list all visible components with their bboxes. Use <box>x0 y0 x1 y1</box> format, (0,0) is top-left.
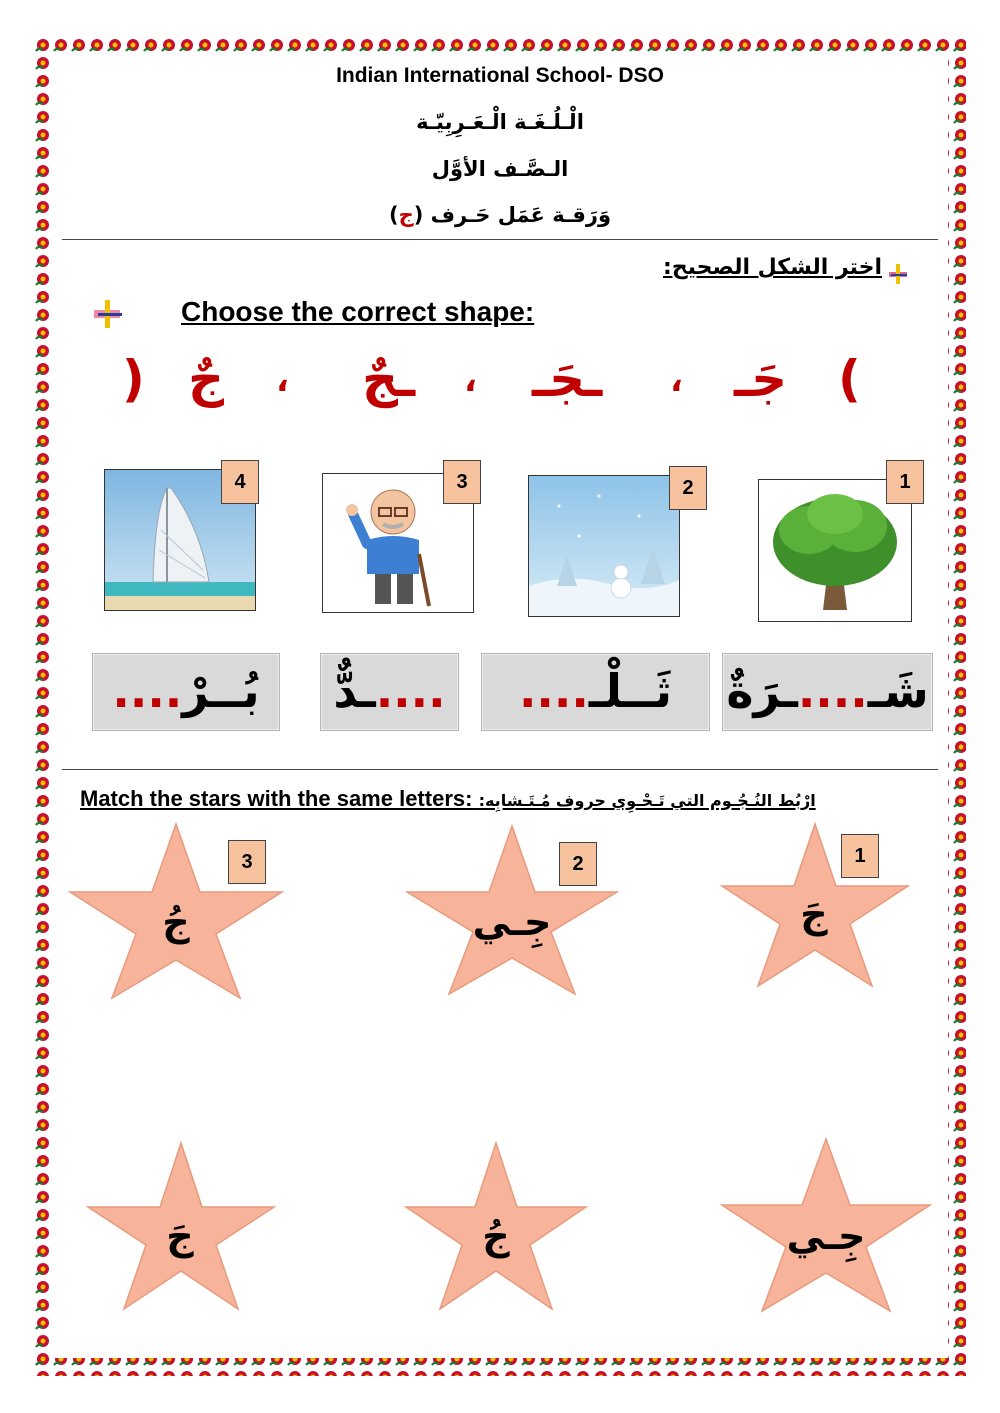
subject-title: الْـلُـغَـة الْـعَـرِبِيّـة <box>416 110 584 134</box>
worksheet-title <box>60 203 940 227</box>
star-number-badge: 3 <box>228 840 266 884</box>
blank-dots[interactable]: .... <box>518 664 589 718</box>
star-letter: جُ <box>162 900 190 944</box>
word-part: ـدٌّ <box>333 664 376 718</box>
word-box <box>320 653 459 731</box>
divider <box>62 769 938 770</box>
word-box <box>722 653 933 731</box>
worksheet-title-suffix: ) <box>388 203 399 227</box>
match-instruction-arabic: ارْبُط النُـجُـوم التي تَـحْـوِي حروف مُـتَـشابِه: <box>478 791 816 810</box>
shape-separator: ، <box>670 360 683 400</box>
star-letter: جِـي <box>472 900 552 944</box>
snowman-icon <box>529 476 679 616</box>
word-part: شَـ <box>867 664 929 718</box>
school-name: Indian International School- DSO <box>336 64 664 87</box>
instruction-arabic: اختر الشكل الصحيح: <box>663 255 882 280</box>
instruction-english: Choose the correct shape: <box>181 296 535 327</box>
shape-separator: ، <box>464 360 477 400</box>
match-instruction <box>80 786 940 812</box>
grade-title: الـصَّـف الأوَّل <box>431 157 569 181</box>
picture-number-badge: 1 <box>886 460 924 504</box>
picture-number-badge: 4 <box>221 460 259 504</box>
star-number-badge: 1 <box>841 834 879 878</box>
worksheet-title-prefix: وَرَقـة عَمَل حَـرف ( <box>413 203 612 227</box>
match-instruction-english: Match the stars with the same letters: <box>80 786 473 811</box>
picture-number-badge: 3 <box>443 460 481 504</box>
word-box <box>481 653 710 731</box>
blank-dots[interactable]: .... <box>797 664 868 718</box>
picture-number-badge: 2 <box>669 466 707 510</box>
star-letter: جُ <box>482 1214 510 1258</box>
bullet-cross-icon <box>92 298 124 330</box>
letter-shapes-row <box>100 350 900 430</box>
shape-initial: جَـ <box>734 350 788 408</box>
star-letter: جَ <box>800 892 828 936</box>
bullet-cross-icon <box>886 262 910 286</box>
blank-dots[interactable]: .... <box>112 664 183 718</box>
picture-snowman <box>528 475 680 617</box>
shape-bracket: ) <box>122 350 145 408</box>
word-part: ـرَةٌ <box>726 664 798 718</box>
star-letter: جِـي <box>786 1214 866 1258</box>
shape-bracket: ( <box>838 350 861 408</box>
star-number-badge: 2 <box>559 842 597 886</box>
shape-medial: ـجَـ <box>532 350 603 408</box>
shape-isolated: جٌ <box>188 350 225 408</box>
word-part: بُــرْ <box>182 664 260 718</box>
worksheet-title-letter: ج <box>398 203 414 227</box>
blank-dots[interactable]: .... <box>375 664 446 718</box>
word-part: ثَــلْـ <box>588 664 673 718</box>
star-letter: جَ <box>166 1214 194 1258</box>
word-box <box>92 653 280 731</box>
divider <box>62 239 938 240</box>
shape-separator: ، <box>276 360 289 400</box>
shape-final: ـجٌ <box>362 350 416 408</box>
